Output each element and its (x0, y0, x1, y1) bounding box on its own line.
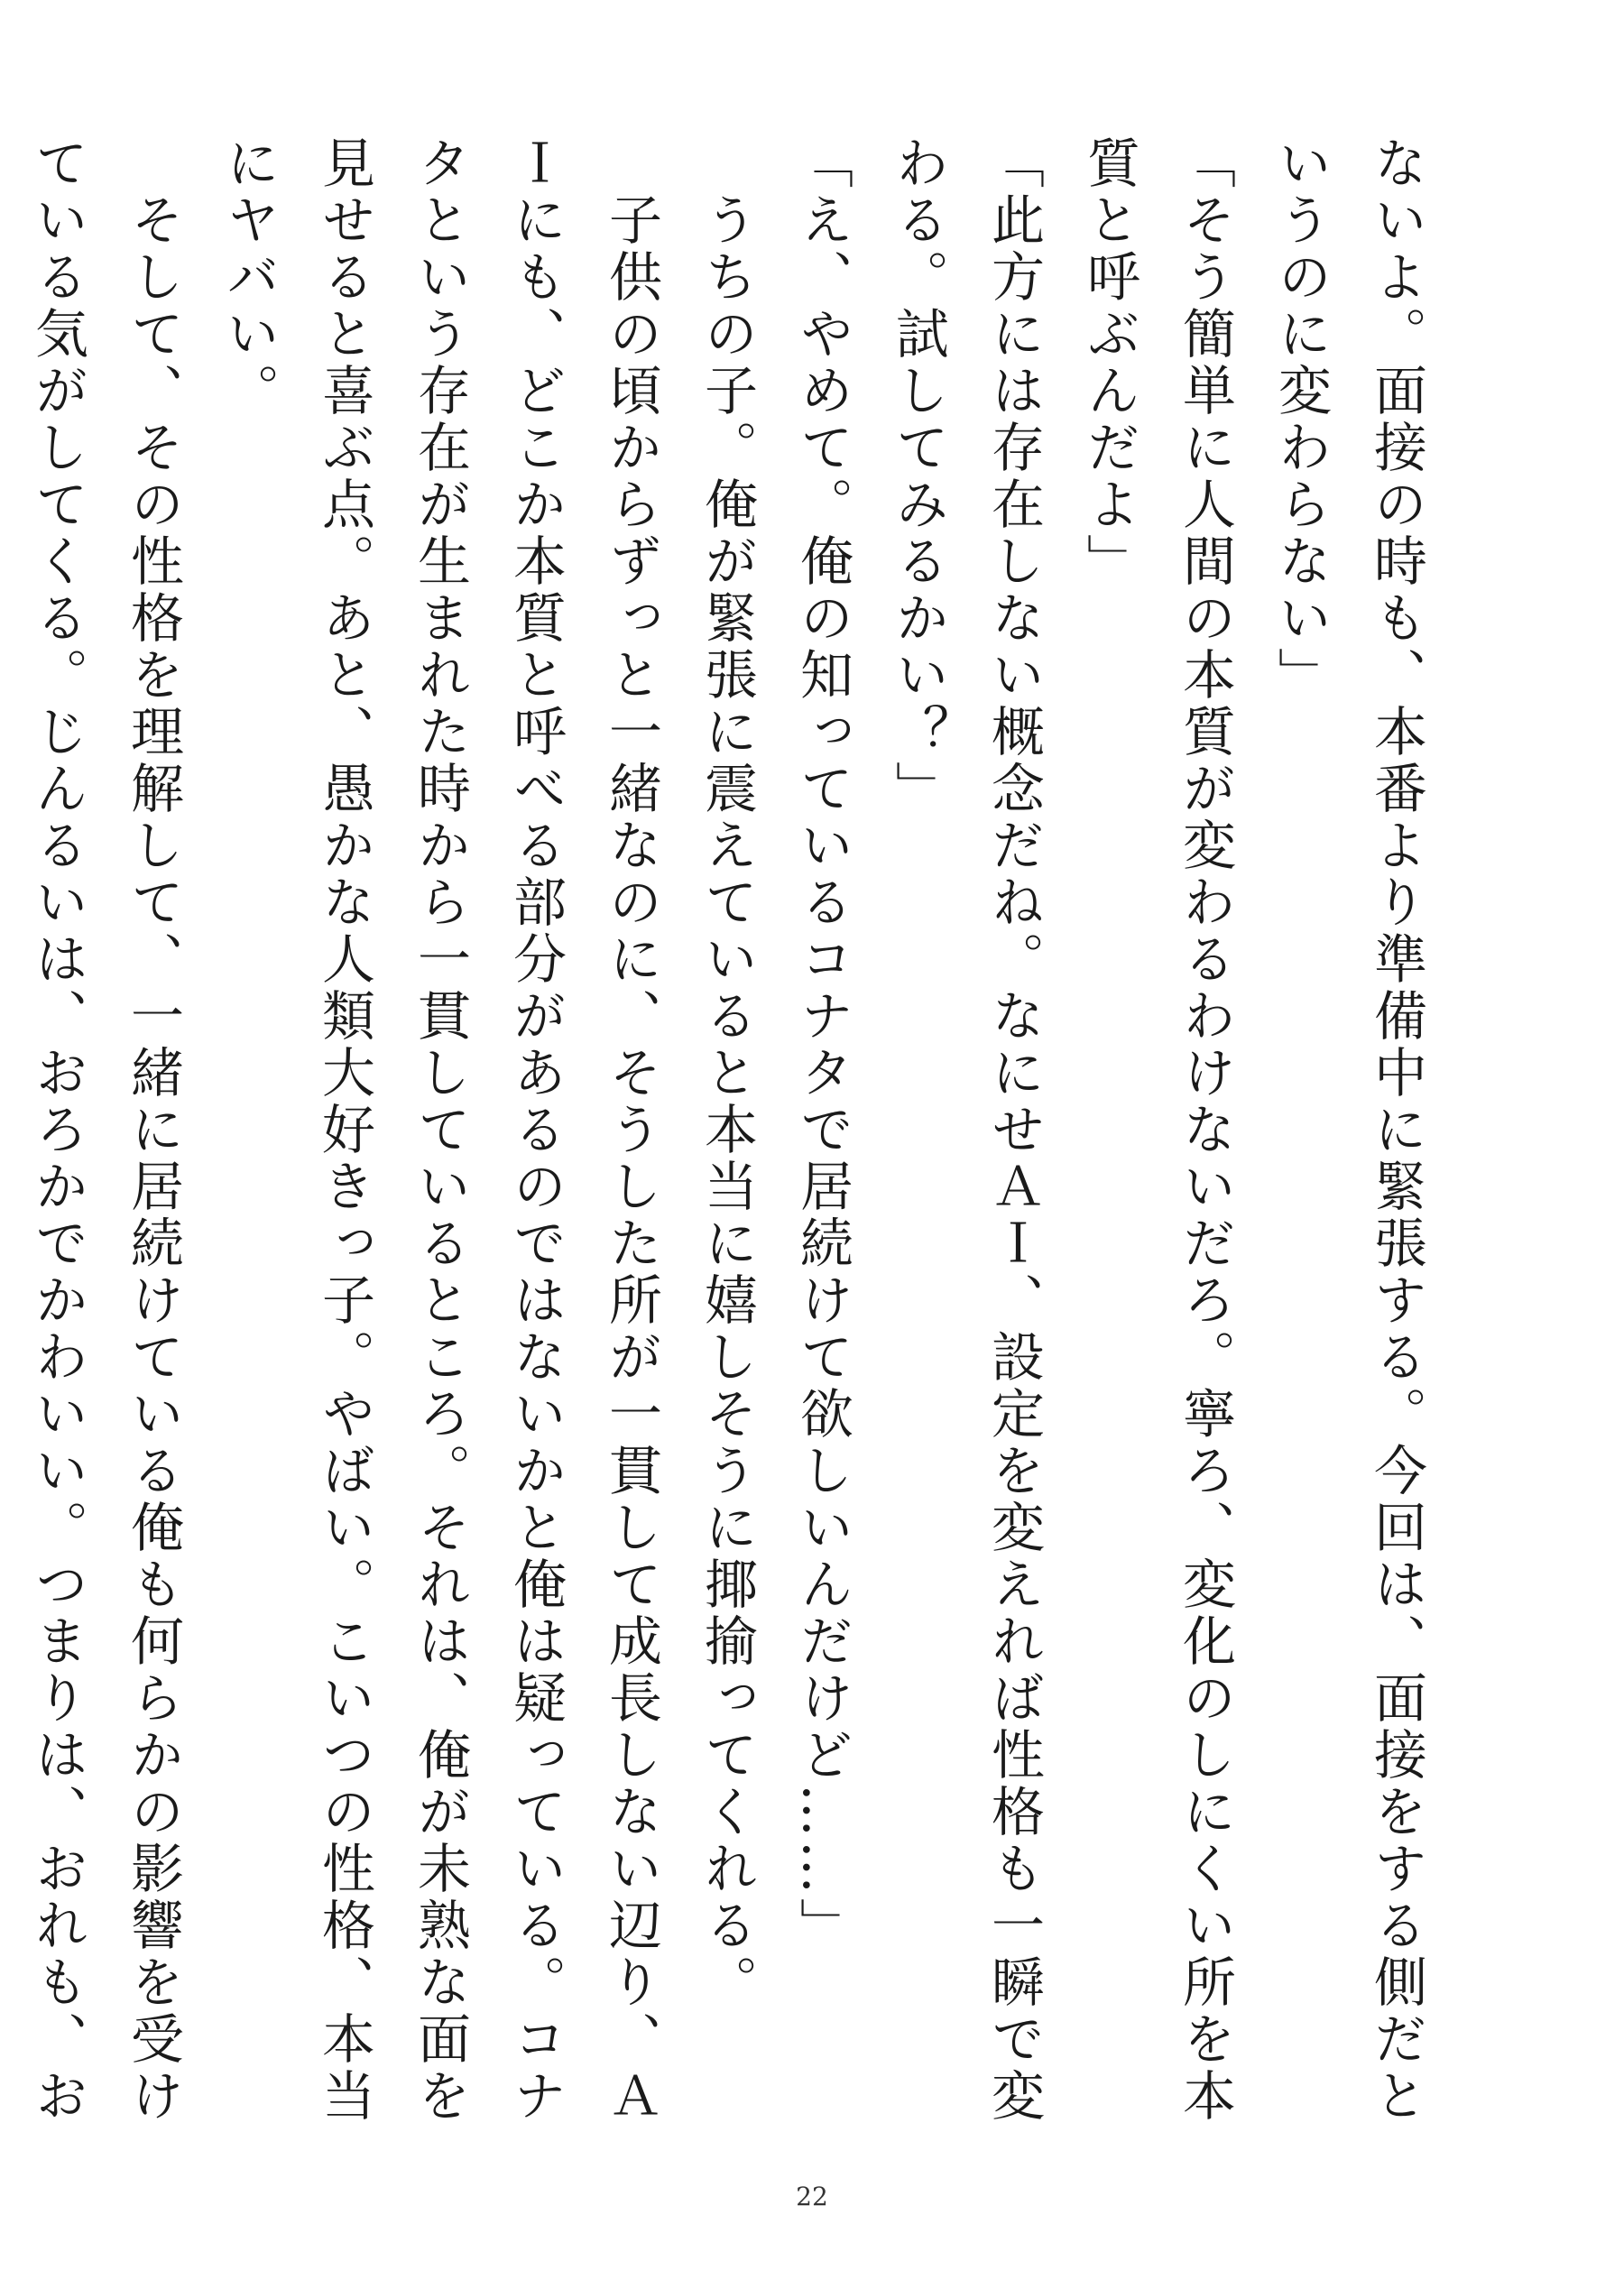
page-number: 22 (796, 2182, 828, 2211)
paragraph: 「そう簡単に人間の本質が変わるわけないだろ。寧ろ、変化のしにくい所を本質と呼ぶんだよ」 (1078, 135, 1236, 2125)
paragraph: 「え、やめて。俺の知っているコナタで居続けて欲しいんだけど……」 (791, 135, 854, 1954)
paragraph: 子供の頃からずっと一緒なのに、そうした所が一貫して成長しない辺り、ＡＩにも、どこか本質と呼べる部分があるのではないかと俺は疑っている。コナタという存在が生まれた時から一貫しているところ。それは、俺が未熟な面を見せると喜ぶ点。あと、愚かな人類大好きっ子。やばい。こいつの性格、本当にヤバい。 (217, 135, 662, 2125)
paragraph: ないよ。面接の時も、本番より準備中に緊張する。今回は、面接をする側だというのに変わらない」 (1269, 135, 1427, 2125)
paragraph: そして、その性格を理解して、一緒に居続けている俺も何らかの影響を受けている気がしてくる。じんるいは、おろかでかわいい。つまりは、おれも、お (26, 135, 184, 2125)
paragraph: 「此方には存在しない概念だね。なにせＡＩ、設定を変えれば性格も一瞬で変わる。試してみるかい？」 (887, 135, 1045, 2125)
paragraph: うちの子。俺が緊張に震えていると本当に嬉しそうに揶揄ってくれる。 (696, 135, 758, 2011)
vertical-text-body (26, 135, 1444, 2165)
